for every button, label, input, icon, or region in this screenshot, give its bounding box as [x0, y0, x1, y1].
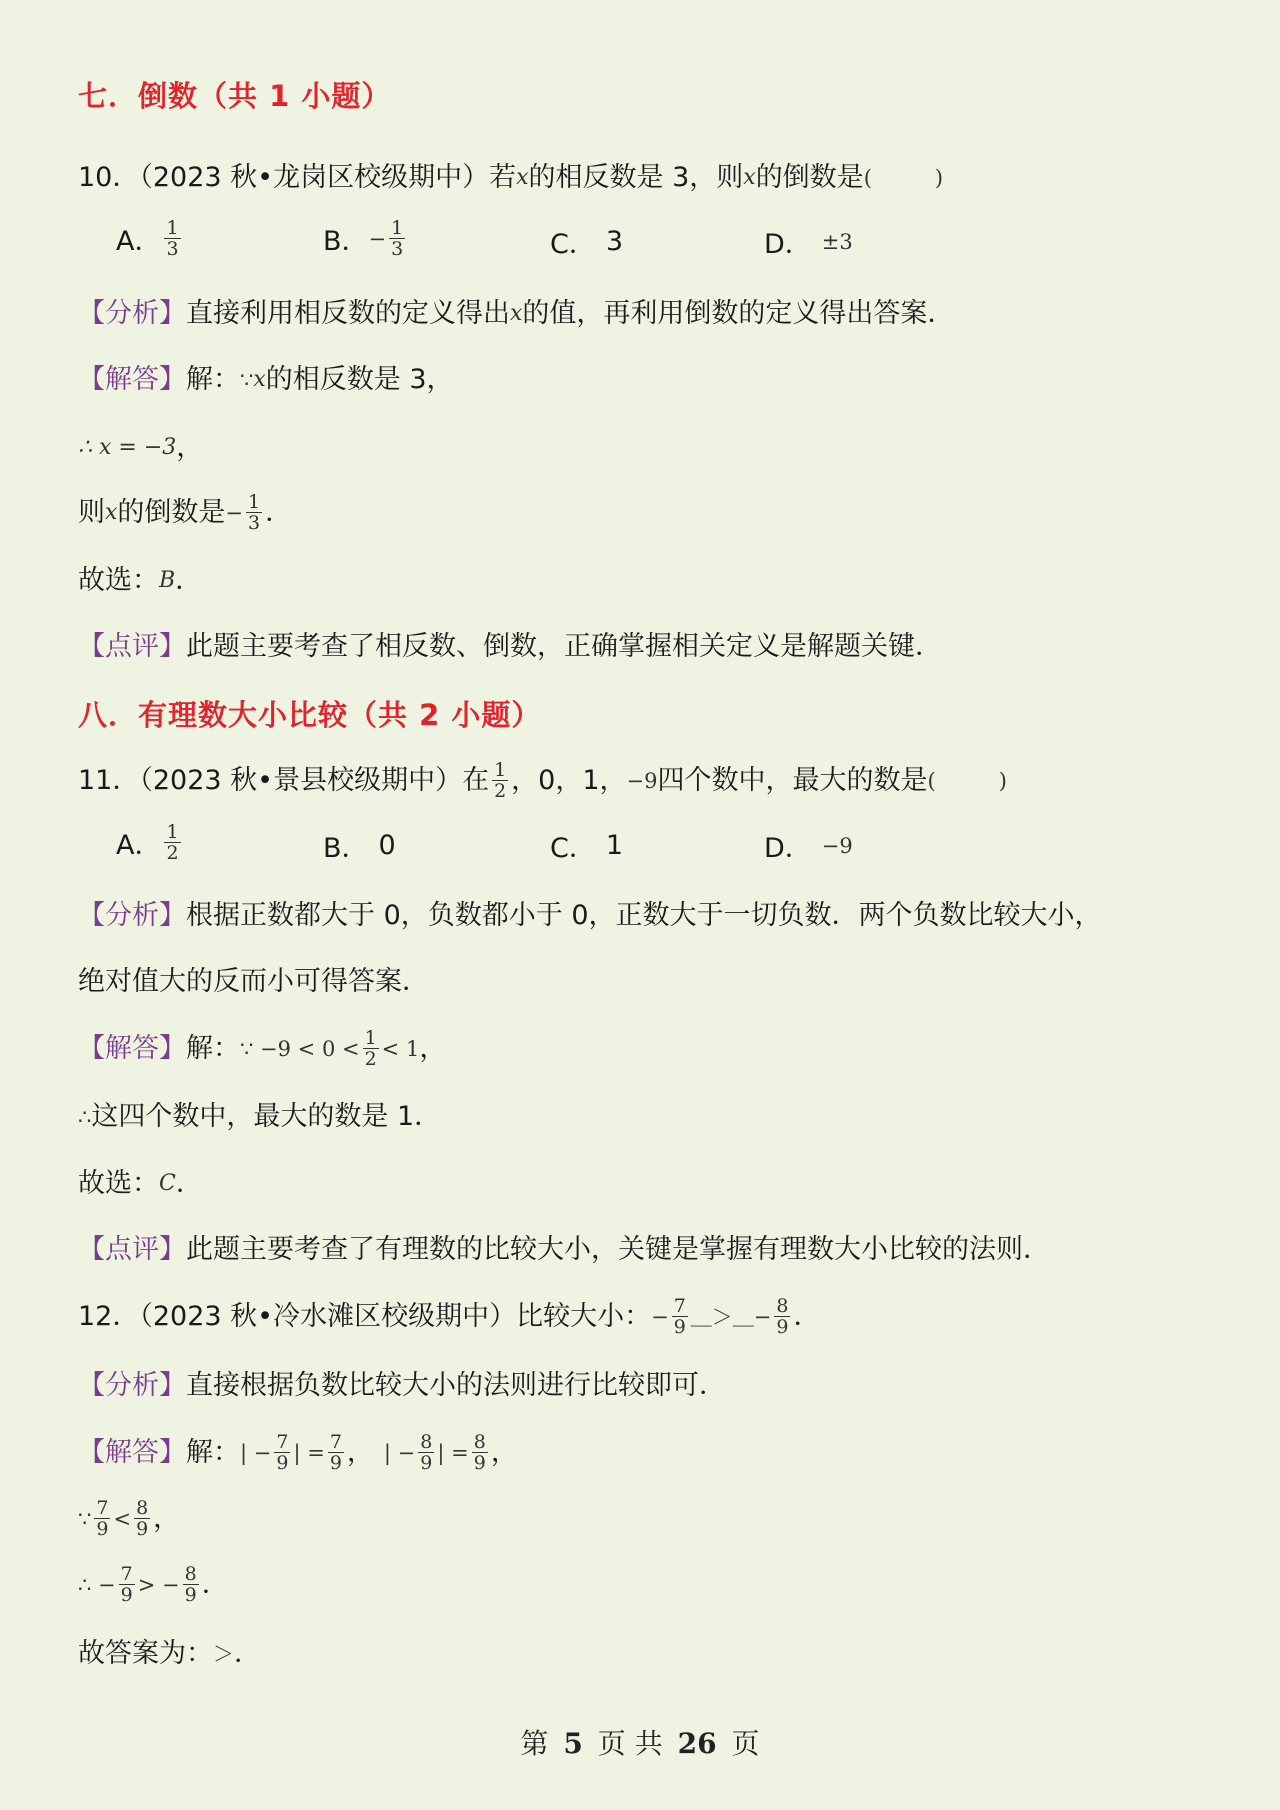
- numerator: 7: [96, 1497, 109, 1519]
- answer-blank: ＿＞＿: [690, 1304, 754, 1329]
- inequality-right: < 1: [381, 1036, 420, 1061]
- denominator: 2: [494, 780, 507, 802]
- footer-text: 页: [731, 1727, 760, 1760]
- footer-text: 页 共: [597, 1727, 663, 1760]
- step-text-b: 的倒数是: [117, 496, 226, 528]
- denominator: 9: [184, 1584, 197, 1606]
- q10-choice: [78, 561, 1240, 601]
- step-text-a: 则: [78, 496, 105, 528]
- q10-stem-c: 的倒数是: [755, 162, 864, 193]
- option-value: −9: [821, 833, 853, 858]
- numerator: 1: [166, 217, 179, 239]
- section-title-7: [78, 76, 1240, 116]
- fraction: [164, 822, 180, 863]
- q10-stem-b: 的相反数是 3，则: [528, 162, 744, 193]
- section-title-8: [78, 695, 1240, 735]
- q11-review: [78, 1230, 1240, 1270]
- question-10-stem: [78, 158, 1240, 198]
- section-7-text: 七．倒数（共 1 小题）: [78, 79, 392, 113]
- q11-stem-c: 四个数中，最大的数是: [657, 764, 928, 796]
- q10-step-1: [78, 428, 1240, 468]
- abs-open: | −: [240, 1440, 272, 1465]
- analysis-text-1: 根据正数都大于 0，负数都小于 0，正数大于一切负数．两个负数比较大小，: [186, 900, 1102, 931]
- q10-solution: [78, 360, 1240, 400]
- q12-solution: [78, 1432, 1240, 1473]
- q10-option-a: [116, 218, 184, 259]
- numerator: 8: [420, 1431, 433, 1453]
- q12-step-because: [78, 1498, 1240, 1539]
- var-x: x: [743, 165, 756, 190]
- numerator: 7: [276, 1431, 289, 1453]
- numerator: 8: [136, 1497, 149, 1519]
- q11-option-c: [550, 826, 623, 865]
- solution-text-b: 的相反数是 3，: [265, 364, 454, 395]
- less-than: <: [113, 1506, 132, 1531]
- analysis-text: 直接根据负数比较大小的法则进行比较即可．: [186, 1370, 726, 1401]
- fraction: [274, 1432, 290, 1473]
- comma: ，: [176, 432, 204, 463]
- solution-text: 解：: [186, 364, 240, 395]
- choice-value: B: [159, 568, 176, 593]
- q11-choice: [78, 1164, 1240, 1204]
- neg-nine: −9: [626, 768, 658, 793]
- numerator: 1: [364, 1027, 377, 1049]
- minus-sign: −: [368, 226, 387, 251]
- fraction: [774, 1296, 790, 1337]
- period: ．: [175, 1168, 203, 1199]
- analysis-text-2: 绝对值大的反而小可得答案．: [78, 966, 429, 997]
- q12-step-therefore: [78, 1564, 1240, 1605]
- minus-sign: −: [225, 500, 244, 525]
- minus-sign: −: [753, 1304, 772, 1329]
- q12-answer: [78, 1634, 1240, 1674]
- q11-conclusion: [78, 1097, 1240, 1137]
- review-tag: 【点评】: [78, 631, 186, 662]
- question-11-stem: [78, 760, 1240, 801]
- var-x: x: [510, 301, 523, 326]
- solution-tag: 【解答】: [78, 364, 186, 395]
- answer-value: ＞: [213, 1642, 234, 1666]
- option-label: B．: [323, 226, 369, 257]
- minus-sign: −: [651, 1304, 669, 1329]
- question-12-stem: [78, 1296, 1240, 1337]
- option-label: A．: [116, 226, 162, 257]
- greater-than: > −: [137, 1572, 180, 1597]
- option-value: ±3: [821, 229, 853, 254]
- conclusion-text: 这四个数中，最大的数是 1．: [91, 1101, 442, 1132]
- fraction: [363, 1028, 379, 1069]
- numerator: 7: [120, 1563, 133, 1585]
- equation: ∴ x = −3: [78, 435, 177, 460]
- comma: ，: [346, 1436, 374, 1468]
- period: ．: [175, 565, 203, 596]
- q12-analysis: [78, 1366, 1240, 1406]
- option-value: 1: [605, 830, 624, 861]
- analysis-tag: 【分析】: [78, 900, 186, 931]
- fraction: [164, 218, 180, 259]
- page-footer: [0, 1722, 1280, 1762]
- denominator: 9: [276, 1452, 289, 1474]
- q11-option-a: [116, 822, 184, 863]
- fraction: [492, 760, 508, 801]
- q10-analysis: [78, 294, 1240, 334]
- fraction: [672, 1296, 688, 1337]
- numerator: 7: [329, 1431, 342, 1453]
- denominator: 3: [248, 512, 261, 534]
- fraction: [418, 1432, 434, 1473]
- q11-analysis: [78, 896, 1240, 936]
- q11-option-d: [764, 826, 853, 865]
- denominator: 3: [391, 238, 404, 260]
- q10-option-b: [323, 218, 408, 259]
- total-pages: 26: [677, 1727, 717, 1760]
- comma: ，: [419, 1032, 447, 1064]
- abs-close: | =: [293, 1440, 325, 1465]
- numerator: 8: [184, 1563, 197, 1585]
- fraction: [134, 1498, 150, 1539]
- q11-stem-b: ，0，1，: [511, 764, 627, 796]
- answer-paren: ( ): [863, 166, 944, 190]
- denominator: 9: [96, 1518, 109, 1540]
- denominator: 9: [120, 1584, 133, 1606]
- numerator: 1: [391, 217, 404, 239]
- numerator: 1: [494, 759, 507, 781]
- fraction: [94, 1498, 110, 1539]
- q10-step-2: [78, 492, 1240, 533]
- inequality-left: ∵ −9 < 0 <: [240, 1036, 360, 1061]
- therefore-symbol: ∴: [78, 1105, 92, 1129]
- footer-text: 第: [520, 1727, 549, 1760]
- option-label: A．: [116, 830, 162, 861]
- q12-stem: 12．（2023 秋•冷水滩区校级期中）比较大小：: [78, 1300, 652, 1332]
- numerator: 8: [473, 1431, 486, 1453]
- analysis-text-b: 的值，再利用倒数的定义得出答案．: [522, 298, 955, 329]
- var-x: x: [105, 499, 118, 525]
- fraction: [119, 1564, 135, 1605]
- answer-label: 故答案为：: [78, 1638, 213, 1669]
- solution-text: 解：: [186, 1436, 240, 1468]
- solution-tag: 【解答】: [78, 1032, 186, 1064]
- section-8-text: 八．有理数大小比较（共 2 小题）: [78, 698, 542, 732]
- fraction: [183, 1564, 199, 1605]
- abs-open: | −: [383, 1440, 416, 1465]
- option-label: D．: [764, 229, 812, 260]
- analysis-tag: 【分析】: [78, 1370, 186, 1401]
- denominator: 9: [776, 1316, 789, 1338]
- fraction: [472, 1432, 488, 1473]
- option-label: D．: [764, 833, 812, 864]
- denominator: 9: [673, 1316, 686, 1338]
- choice-label: 故选：: [78, 565, 159, 596]
- abs-close: | =: [437, 1440, 469, 1465]
- therefore-symbol: ∴ −: [78, 1572, 116, 1597]
- period: ．: [793, 1300, 821, 1332]
- page-number: 5: [563, 1727, 583, 1760]
- because-symbol: ∵: [240, 368, 254, 392]
- option-label: B．: [323, 833, 369, 864]
- option-value: 3: [605, 226, 624, 257]
- analysis-tag: 【分析】: [78, 298, 186, 329]
- fraction: [389, 218, 405, 259]
- review-text: 此题主要考查了相反数、倒数，正确掌握相关定义是解题关键．: [186, 631, 942, 662]
- q10-review: [78, 627, 1240, 667]
- fraction: [328, 1432, 344, 1473]
- denominator: 3: [166, 238, 179, 260]
- review-text: 此题主要考查了有理数的比较大小，关键是掌握有理数大小比较的法则．: [186, 1234, 1050, 1265]
- denominator: 2: [166, 842, 179, 864]
- analysis-text-a: 直接利用相反数的定义得出: [186, 298, 510, 329]
- denominator: 9: [420, 1452, 433, 1474]
- period: ．: [234, 1638, 261, 1669]
- answer-paren: ( ): [927, 768, 1007, 793]
- review-tag: 【点评】: [78, 1234, 186, 1265]
- q10-option-d: [764, 222, 853, 261]
- denominator: 9: [329, 1452, 342, 1474]
- choice-label: 故选：: [78, 1168, 159, 1199]
- numerator: 8: [776, 1295, 789, 1317]
- solution-tag: 【解答】: [78, 1436, 186, 1468]
- option-label: C．: [550, 833, 596, 864]
- fraction: [246, 492, 262, 533]
- denominator: 2: [364, 1048, 377, 1070]
- q11-solution: [78, 1028, 1240, 1069]
- q11-option-b: [323, 826, 396, 865]
- var-x: x: [253, 367, 266, 392]
- var-x: x: [516, 165, 529, 190]
- option-value: 0: [378, 830, 396, 861]
- q11-stem-a: 11．（2023 秋•景县校级期中）在: [78, 764, 490, 796]
- solution-text: 解：: [186, 1032, 240, 1064]
- period: ．: [201, 1568, 229, 1600]
- comma: ，: [153, 1502, 181, 1534]
- because-symbol: ∵: [78, 1506, 92, 1531]
- q11-analysis-cont: [78, 962, 1240, 1002]
- numerator: 1: [166, 821, 179, 843]
- option-label: C．: [550, 229, 596, 260]
- choice-value: C: [159, 1171, 176, 1196]
- comma: ，: [490, 1436, 518, 1468]
- denominator: 9: [473, 1452, 486, 1474]
- q10-option-c: [550, 222, 623, 261]
- period: ．: [265, 496, 293, 528]
- numerator: 1: [248, 491, 261, 513]
- numerator: 7: [673, 1295, 686, 1317]
- denominator: 9: [136, 1518, 149, 1540]
- q10-stem-a: 10．（2023 秋•龙岗区校级期中）若: [78, 162, 517, 193]
